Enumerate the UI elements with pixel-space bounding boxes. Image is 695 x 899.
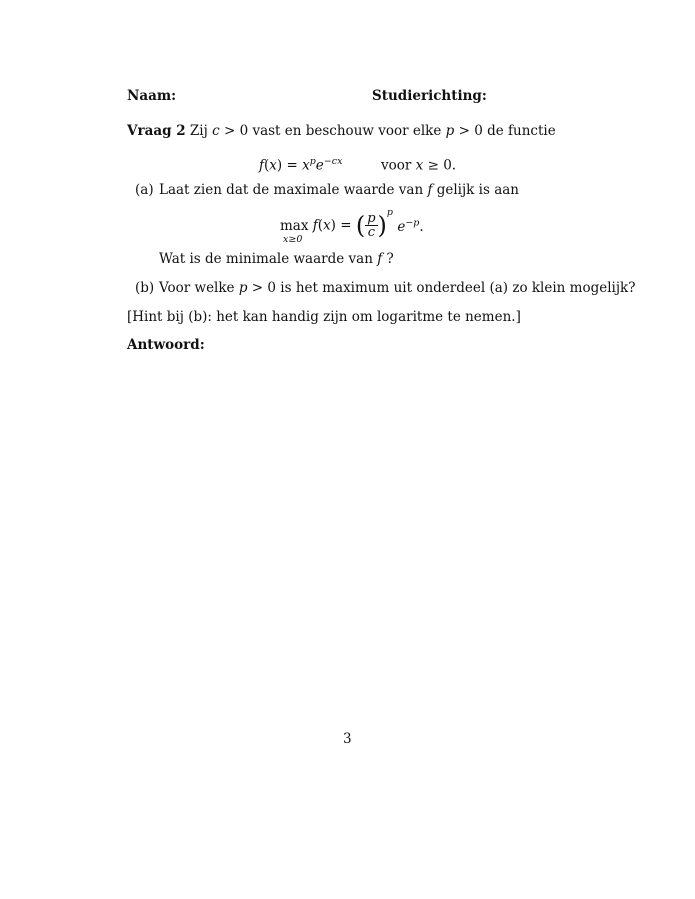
study-field-label: Studierichting: [372,88,487,104]
domain-voor: voor [381,157,412,174]
answer-label: Antwoord: [127,337,205,353]
part-a-label: (a) [135,182,154,198]
max-operator: max [280,217,309,234]
part-a-followup-before: Wat is de minimale waarde van [159,251,373,267]
part-a-text: Laat zien dat de maximale waarde van f gelijk is aan [159,182,519,198]
part-b-label: (b) [135,280,155,296]
exp-neg-p: −p [405,217,420,229]
intro-end: de functie [487,123,556,139]
exp-neg-cx: −cx [323,156,343,167]
part-b-text: Voor welke p > 0 is het maximum uit onderdeel (a) zo klein mogelijk? [159,280,636,296]
part-a-followup: Wat is de minimale waarde van f ? [159,251,394,267]
part-a-text-before: Laat zien dat de maximale waarde van [159,182,424,198]
function-formula: $f(x) = x^pe^{-cx}$ voor x ≥ 0. [259,156,457,174]
question-intro: Vraag 2 Zij c > 0 vast en beschouw voor elke p > 0 de functie [127,123,556,139]
part-b-text-after: is het maximum uit onderdeel (a) zo klein mogelijk? [280,280,636,296]
hint-text: [Hint bij (b): het kan handig zijn om logaritme te nemen.] [127,309,521,325]
part-a-followup-after: ? [386,251,394,267]
page-number: 3 [343,731,352,747]
intro-mid: vast en beschouw voor elke [252,123,442,139]
part-b-text-before: Voor welke [159,280,235,296]
question-number: Vraag 2 [127,123,186,139]
intro-zij: Zij [189,123,208,139]
part-a-text-after: gelijk is aan [436,182,519,198]
max-subscript: x≥0 [283,233,303,245]
max-formula: max x≥0 f(x) = ( $\frac{p}{c}$ )$^p$ $e^{-p}$. [280,205,424,241]
name-label: Naam: [127,88,177,104]
